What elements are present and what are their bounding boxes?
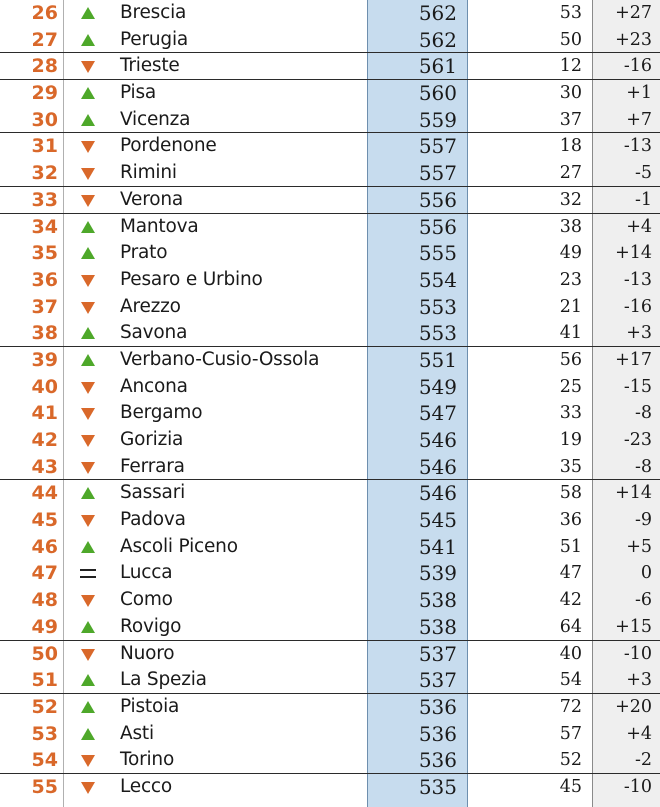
triangle-down-icon-shape <box>81 755 95 767</box>
count-value: 30 <box>559 83 582 104</box>
triangle-up-icon <box>79 80 99 107</box>
count-value: 51 <box>559 536 582 557</box>
count-value: 36 <box>559 510 582 531</box>
triangle-down-icon <box>79 747 99 773</box>
triangle-down-icon <box>79 374 99 401</box>
table-row <box>0 133 660 160</box>
count-value: 40 <box>559 643 582 664</box>
rank-number: 43 <box>31 455 58 478</box>
score-value: 555 <box>418 241 457 266</box>
count-value: 72 <box>559 696 582 717</box>
change-value: -23 <box>623 430 652 450</box>
city-name: Verbano-Cusio-Ossola <box>120 348 320 370</box>
score-value: 553 <box>418 321 457 346</box>
change-value: +14 <box>615 483 652 504</box>
count-value: 25 <box>559 376 582 397</box>
table-row <box>0 214 660 241</box>
triangle-down-icon-shape <box>81 515 95 527</box>
triangle-down-icon <box>79 267 99 294</box>
city-name: Rimini <box>120 162 177 184</box>
score-value: 561 <box>418 54 457 79</box>
triangle-up-icon <box>79 214 99 241</box>
table-row <box>0 641 660 668</box>
triangle-down-icon <box>79 160 99 186</box>
table-row <box>0 747 660 774</box>
table-row <box>0 534 660 561</box>
table-row <box>0 53 660 80</box>
city-name: Pisa <box>120 82 157 104</box>
triangle-up-icon <box>79 240 99 267</box>
table-row <box>0 774 660 801</box>
triangle-up-icon <box>79 534 99 561</box>
triangle-down-icon-shape <box>81 408 95 420</box>
city-name: Bergamo <box>120 402 203 424</box>
triangle-down-icon-shape <box>81 435 95 447</box>
score-value: 549 <box>418 374 457 399</box>
change-value: -1 <box>634 189 652 210</box>
change-value: -16 <box>623 56 652 77</box>
table-row <box>0 320 660 347</box>
triangle-up-icon-shape <box>81 114 95 126</box>
city-name: Como <box>120 589 173 611</box>
change-value: +17 <box>615 349 652 370</box>
city-name: Padova <box>120 509 186 531</box>
change-value: +5 <box>626 536 652 557</box>
score-value: 539 <box>418 561 457 586</box>
triangle-down-icon <box>79 187 99 213</box>
count-value: 32 <box>559 189 582 210</box>
change-value: -6 <box>634 590 652 611</box>
score-value: 537 <box>418 668 457 693</box>
city-name: Trieste <box>120 55 180 77</box>
rank-number: 29 <box>31 82 58 105</box>
change-value: +3 <box>626 323 652 344</box>
change-value: 0 <box>640 563 652 584</box>
triangle-up-icon <box>79 27 99 53</box>
score-value: 562 <box>418 1 457 25</box>
score-value: 557 <box>418 161 457 186</box>
score-value: 553 <box>418 294 457 319</box>
rank-number: 54 <box>31 749 58 772</box>
rank-number: 40 <box>31 375 58 398</box>
rank-number: 32 <box>31 162 58 185</box>
triangle-up-icon-shape <box>81 87 95 99</box>
triangle-down-icon-shape <box>81 141 95 153</box>
table-row <box>0 454 660 481</box>
count-value: 57 <box>559 723 582 744</box>
table-row <box>0 560 660 587</box>
rank-number: 30 <box>31 108 58 131</box>
score-value: 562 <box>418 27 457 52</box>
rank-number: 35 <box>31 242 58 265</box>
city-name: Verona <box>120 188 183 210</box>
table-row <box>0 427 660 454</box>
change-value: -13 <box>623 136 652 157</box>
rank-number: 42 <box>31 429 58 451</box>
rank-number: 51 <box>31 669 58 692</box>
equals-icon <box>79 560 99 587</box>
count-value: 33 <box>559 403 582 424</box>
equals-icon-shape <box>80 569 96 578</box>
rank-number: 27 <box>31 28 58 51</box>
count-value: 35 <box>559 456 582 477</box>
score-value: 557 <box>418 134 457 159</box>
rank-number: 34 <box>31 215 58 238</box>
triangle-up-icon-shape <box>81 701 95 713</box>
rank-number: 50 <box>31 642 58 665</box>
score-value: 546 <box>418 454 457 479</box>
count-value: 54 <box>559 670 582 691</box>
table-row <box>0 374 660 401</box>
table-row <box>0 694 660 721</box>
city-name: Ferrara <box>120 455 185 477</box>
count-value: 53 <box>559 3 582 23</box>
rank-number: 31 <box>31 135 58 158</box>
table-row <box>0 107 660 134</box>
triangle-up-icon-shape <box>81 7 95 19</box>
triangle-up-icon <box>79 614 99 640</box>
triangle-up-icon <box>79 107 99 133</box>
triangle-up-icon <box>79 347 99 374</box>
triangle-down-icon-shape <box>81 462 95 474</box>
change-value: -16 <box>623 296 652 317</box>
city-name: Pesaro e Urbino <box>120 268 263 290</box>
city-name: Rovigo <box>120 615 182 637</box>
triangle-up-icon-shape <box>81 541 95 553</box>
triangle-up-icon <box>79 0 99 27</box>
triangle-down-icon-shape <box>81 782 95 794</box>
table-row <box>0 80 660 107</box>
score-value: 559 <box>418 107 457 132</box>
table-row <box>0 0 660 27</box>
change-value: +15 <box>615 616 652 637</box>
count-value: 52 <box>559 750 582 771</box>
triangle-down-icon <box>79 507 99 534</box>
triangle-down-icon-shape <box>81 649 95 661</box>
change-value: -10 <box>623 643 652 664</box>
table-row <box>0 667 660 694</box>
count-value: 37 <box>559 109 582 130</box>
triangle-up-icon-shape <box>81 354 95 366</box>
change-value: +1 <box>626 83 652 104</box>
triangle-down-icon-shape <box>81 61 95 73</box>
rank-number: 44 <box>31 482 58 505</box>
table-row <box>0 187 660 214</box>
change-value: -5 <box>634 163 652 184</box>
triangle-up-icon-shape <box>81 621 95 633</box>
count-value: 47 <box>559 563 582 584</box>
triangle-down-icon-shape <box>81 275 95 287</box>
count-value: 18 <box>559 136 582 157</box>
triangle-down-icon <box>79 641 99 668</box>
triangle-up-icon-shape <box>81 728 95 740</box>
count-value: 19 <box>559 430 582 450</box>
rank-number: 46 <box>31 535 58 558</box>
table-row <box>0 267 660 294</box>
triangle-down-icon-shape <box>81 195 95 207</box>
rank-number: 41 <box>31 402 58 425</box>
city-name: Mantova <box>120 215 199 237</box>
score-value: 546 <box>418 481 457 506</box>
count-value: 56 <box>559 349 582 370</box>
city-name: Lucca <box>120 562 173 584</box>
change-value: +27 <box>615 3 652 23</box>
change-value: -9 <box>634 510 652 531</box>
count-value: 49 <box>559 243 582 264</box>
city-name: La Spezia <box>120 669 207 691</box>
city-name: Nuoro <box>120 642 175 664</box>
triangle-up-icon <box>79 667 99 693</box>
table-row <box>0 587 660 614</box>
count-value: 42 <box>559 590 582 611</box>
rank-number: 36 <box>31 268 58 291</box>
score-value: 551 <box>418 347 457 372</box>
city-name: Perugia <box>120 28 189 50</box>
triangle-down-icon <box>79 133 99 160</box>
rank-number: 38 <box>31 322 58 345</box>
score-value: 556 <box>418 214 457 239</box>
triangle-up-icon <box>79 480 99 507</box>
triangle-up-icon-shape <box>81 327 95 339</box>
table-row <box>0 721 660 748</box>
change-value: -15 <box>623 376 652 397</box>
city-name: Lecco <box>120 775 173 797</box>
city-name: Ascoli Piceno <box>120 535 238 557</box>
change-value: -2 <box>634 750 652 771</box>
table-row <box>0 347 660 374</box>
count-value: 12 <box>559 56 582 77</box>
rank-number: 47 <box>31 562 58 585</box>
triangle-down-icon <box>79 294 99 321</box>
rank-number: 37 <box>31 295 58 318</box>
score-value: 536 <box>418 748 457 773</box>
score-value: 535 <box>418 774 457 799</box>
triangle-down-icon <box>79 427 99 454</box>
city-name: Vicenza <box>120 108 191 130</box>
rank-number: 55 <box>31 775 58 798</box>
rank-number: 33 <box>31 188 58 211</box>
city-name: Pistoia <box>120 695 180 717</box>
rank-number: 45 <box>31 509 58 532</box>
change-value: -8 <box>634 403 652 424</box>
city-name: Sassari <box>120 482 186 504</box>
score-value: 538 <box>418 614 457 639</box>
change-value: -8 <box>634 456 652 477</box>
triangle-down-icon <box>79 454 99 480</box>
city-name: Gorizia <box>120 429 184 450</box>
count-value: 23 <box>559 269 582 290</box>
change-value: +20 <box>615 696 652 717</box>
count-value: 58 <box>559 483 582 504</box>
score-value: 536 <box>418 694 457 719</box>
score-value: 541 <box>418 534 457 559</box>
triangle-down-icon <box>79 53 99 79</box>
score-value: 554 <box>418 267 457 292</box>
city-name: Torino <box>120 749 175 771</box>
rank-number: 28 <box>31 55 58 78</box>
score-value: 547 <box>418 401 457 426</box>
score-value: 538 <box>418 588 457 613</box>
score-value: 546 <box>418 428 457 452</box>
change-value: +4 <box>626 216 652 237</box>
city-name: Savona <box>120 322 188 344</box>
triangle-down-icon-shape <box>81 302 95 314</box>
triangle-down-icon <box>79 400 99 427</box>
score-value: 560 <box>418 81 457 106</box>
table-row <box>0 614 660 641</box>
change-value: -13 <box>623 269 652 290</box>
city-name: Arezzo <box>120 295 181 317</box>
rank-number: 48 <box>31 589 58 612</box>
rank-number: 39 <box>31 348 58 371</box>
score-value: 537 <box>418 641 457 666</box>
count-value: 27 <box>559 163 582 184</box>
triangle-down-icon-shape <box>81 382 95 394</box>
city-name: Pordenone <box>120 135 217 157</box>
triangle-up-icon <box>79 721 99 748</box>
change-value: +3 <box>626 670 652 691</box>
triangle-up-icon-shape <box>81 34 95 46</box>
city-name: Prato <box>120 242 168 264</box>
rank-number: 52 <box>31 695 58 718</box>
triangle-down-icon-shape <box>81 168 95 180</box>
count-value: 38 <box>559 216 582 237</box>
table-row <box>0 160 660 187</box>
change-value: -10 <box>623 776 652 797</box>
table-row <box>0 480 660 507</box>
change-value: +23 <box>615 29 652 50</box>
table-row <box>0 294 660 321</box>
triangle-up-icon-shape <box>81 221 95 233</box>
table-row <box>0 240 660 267</box>
count-value: 50 <box>559 29 582 50</box>
score-value: 536 <box>418 721 457 746</box>
triangle-down-icon <box>79 587 99 614</box>
change-value: +14 <box>615 243 652 264</box>
table-row <box>0 27 660 54</box>
count-value: 21 <box>559 296 582 317</box>
triangle-up-icon-shape <box>81 247 95 259</box>
city-name: Brescia <box>120 2 187 23</box>
city-name: Asti <box>120 722 154 744</box>
rank-number: 53 <box>31 722 58 745</box>
table-row <box>0 507 660 534</box>
change-value: +7 <box>626 109 652 130</box>
count-value: 45 <box>559 776 582 797</box>
score-value: 556 <box>418 187 457 212</box>
table-row <box>0 400 660 427</box>
triangle-up-icon-shape <box>81 674 95 686</box>
count-value: 64 <box>559 616 582 637</box>
score-value: 545 <box>418 508 457 533</box>
triangle-down-icon <box>79 774 99 801</box>
triangle-up-icon <box>79 694 99 721</box>
triangle-down-icon-shape <box>81 595 95 607</box>
triangle-up-icon-shape <box>81 487 95 499</box>
rank-number: 49 <box>31 615 58 638</box>
change-value: +4 <box>626 723 652 744</box>
count-value: 41 <box>559 323 582 344</box>
triangle-up-icon <box>79 320 99 346</box>
rank-number: 26 <box>31 2 58 24</box>
city-name: Ancona <box>120 375 188 397</box>
